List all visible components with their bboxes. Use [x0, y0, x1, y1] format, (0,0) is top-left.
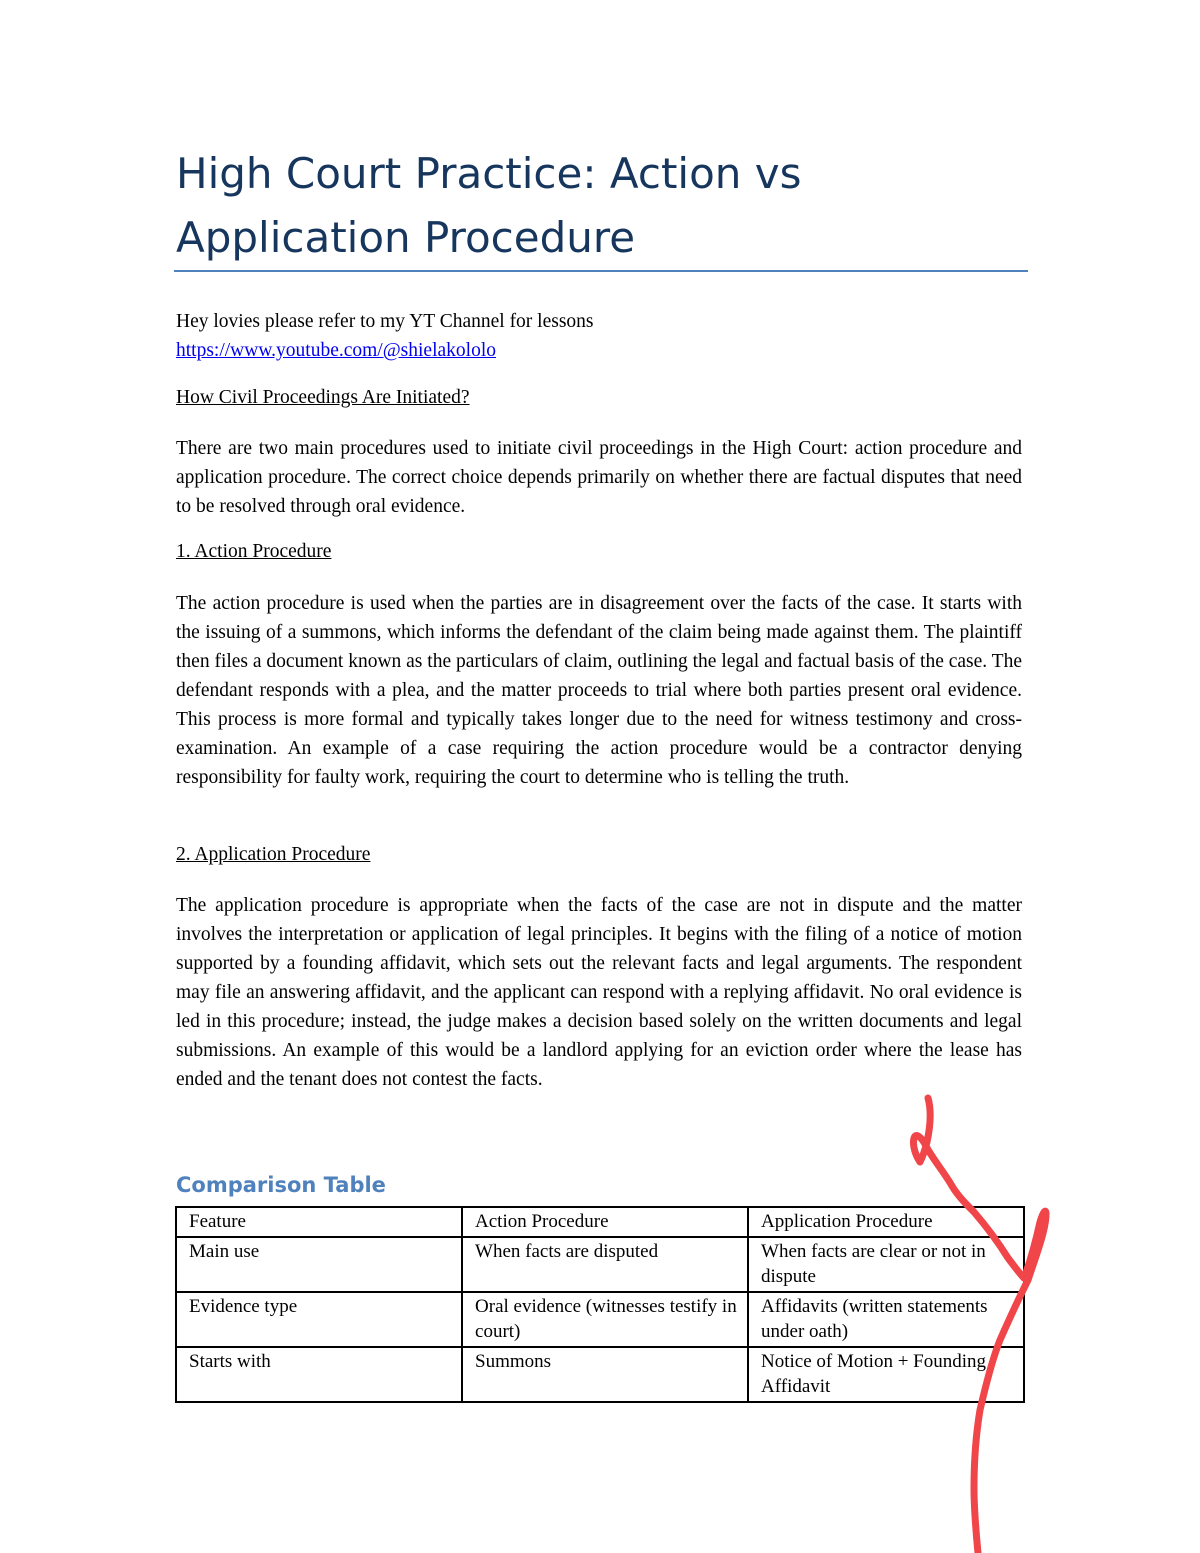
table-cell: Affidavits (written statements under oath) [748, 1292, 1024, 1347]
table-header-cell: Action Procedure [462, 1207, 748, 1237]
comparison-table-heading: Comparison Table [176, 1173, 386, 1197]
table-row [176, 1347, 1024, 1402]
document-title: High Court Practice: Action vs Application Procedure [176, 149, 802, 262]
section-body-action-procedure: The action procedure is used when the parties are in disagreement over the facts of the case. It starts with the issuing of a summons, which informs the defendant of the claim being made against them. The plaintiff then files a document known as the particulars of claim, outlining the legal and factual basis of the case. The defendant responds with a plea, and the matter proceeds to trial where both parties present oral evidence. This process is more formal and typically takes longer due to the need for witness testimony and cross-examination. An example of a case requiring the action procedure would be a contractor denying responsibility for faulty work, requiring the court to determine who is telling the truth. [176, 593, 1022, 788]
section-heading-action-procedure: 1. Action Procedure [176, 541, 332, 562]
table-cell: When facts are disputed [462, 1237, 748, 1292]
intro-text: Hey lovies please refer to my YT Channel for lessons [176, 311, 594, 332]
table-header-cell: Application Procedure [748, 1207, 1024, 1237]
comparison-table [175, 1206, 1025, 1403]
title-underline-rule [174, 270, 1028, 272]
table-cell: When facts are clear or not in dispute [748, 1237, 1024, 1292]
section-heading-civil-proceedings: How Civil Proceedings Are Initiated? [176, 387, 470, 408]
table-row [176, 1292, 1024, 1347]
table-cell: Main use [176, 1237, 462, 1292]
table-cell: Starts with [176, 1347, 462, 1402]
table-cell: Oral evidence (witnesses testify in court) [462, 1292, 748, 1347]
table-cell: Evidence type [176, 1292, 462, 1347]
section-body-civil-proceedings: There are two main procedures used to initiate civil proceedings in the High Court: action procedure and application procedure. The correct choice depends primarily on whether there are factual disputes that need to be resolved through oral evidence. [176, 438, 1022, 517]
youtube-channel-link[interactable]: https://www.youtube.com/@shielakololo [176, 340, 496, 361]
section-body-application-procedure: The application procedure is appropriate when the facts of the case are not in dispute and the matter involves the interpretation or application of legal principles. It begins with the filing of a notice of motion supported by a founding affidavit, which sets out the relevant facts and legal arguments. The respondent may file an answering affidavit, and the applicant can respond with a replying affidavit. No oral evidence is led in this procedure; instead, the judge makes a decision based solely on the written documents and legal submissions. An example of this would be a landlord applying for an eviction order where the lease has ended and the tenant does not contest the facts. [176, 895, 1022, 1090]
table-cell: Summons [462, 1347, 748, 1402]
section-heading-application-procedure: 2. Application Procedure [176, 844, 371, 865]
table-cell: Notice of Motion + Founding Affidavit [748, 1347, 1024, 1402]
table-header-row [176, 1207, 1024, 1237]
table-header-cell: Feature [176, 1207, 462, 1237]
table-row [176, 1237, 1024, 1292]
